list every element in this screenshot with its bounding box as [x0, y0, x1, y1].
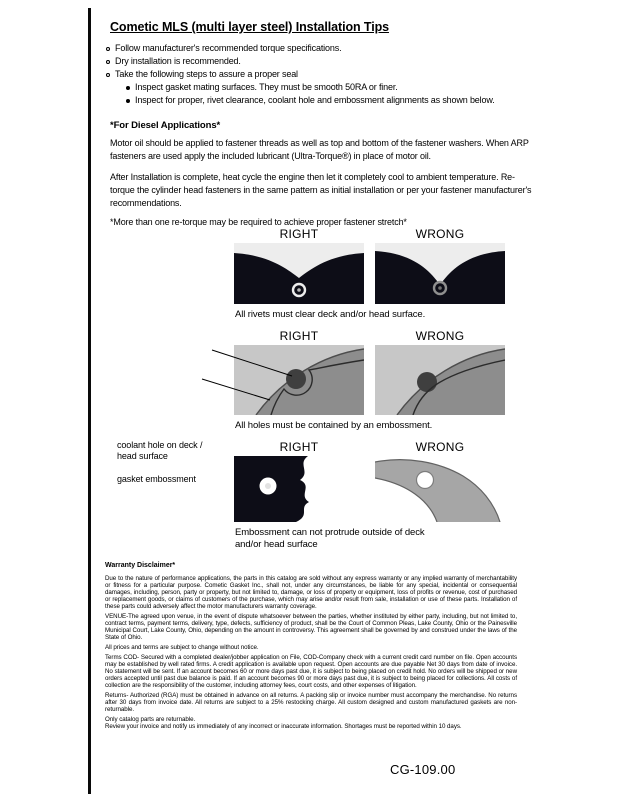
diagram-caption-protrusion: Embossment can not protrude outside of deck and/or head surface: [235, 527, 425, 550]
warranty-paragraph: All prices and terms are subject to change without notice.: [105, 644, 259, 651]
right-label: RIGHT: [279, 329, 319, 343]
warranty-paragraph: Review your invoice and notify us immediately of any incorrect or inaccurate information. Shortages must be reported within 10 days.: [105, 723, 462, 730]
page-number: CG-109.00: [390, 762, 456, 777]
wrong-label: WRONG: [415, 440, 465, 454]
content: [102, 14, 610, 800]
tip-text: Follow manufacturer's recommended torque specifications.: [115, 43, 342, 53]
diesel-applications-heading: *For Diesel Applications*: [110, 120, 221, 131]
diagram-wrong-column: [375, 228, 505, 304]
rivet-clearance-right-diagram: [234, 243, 364, 304]
tips-list: [104, 42, 610, 107]
left-margin-rule: [88, 8, 91, 794]
protrusion-wrong-diagram: [375, 456, 505, 522]
right-label: RIGHT: [279, 440, 319, 454]
retorque-note: *More than one re-torque may be required to achieve proper fastener stretch*: [110, 217, 407, 227]
page-title: Cometic MLS (multi layer steel) Installation Tips: [110, 20, 389, 34]
tip-sub-item: [124, 94, 610, 107]
tip-item: [104, 55, 610, 68]
diagram-wrong-column: [375, 441, 505, 522]
warranty-paragraph: Due to the nature of performance applications, the parts in this catalog are sold without any express warranty or any implied warranty of merchantability or fitness for a particular purpose. Cometic Gasket Inc., shall not, under any circumstances, be liable for any special, incidental or consequential damages, including, person, party or property, but not limited to, damage, or loss of property or equipment, loss of profits or revenue, cost of purchased or replacement goods, or claims of customers of the purchase, which may arise and/or result from sale, installation or use of these parts. Installation of these parts could adversely affect the motor manufacturers warranty coverage.: [105, 575, 517, 610]
warranty-paragraph: Returns- Authorized (RGA) must be obtained in advance on all returns. A packing slip or invoice number must accompany the merchandise. No returns after 30 days from invoice date. All returns are subject to a 25% restocking charge. All custom designed and custom manufactured gaskets are non-returnable.: [105, 692, 517, 713]
tip-text: Inspect for proper, rivet clearance, coolant hole and embossment alignments as shown below.: [135, 95, 495, 105]
diagram-row-protrusion: [234, 441, 506, 522]
diagram-caption-embossment: All holes must be contained by an embossment.: [235, 420, 433, 431]
tip-text: Dry installation is recommended.: [115, 56, 241, 66]
diagram-right-column: [234, 441, 364, 522]
warranty-paragraph: Only catalog parts are returnable.: [105, 716, 196, 723]
diagram-right-column: [234, 228, 364, 304]
circle-bullet-icon: [106, 60, 110, 64]
bolt-hole-icon: [417, 472, 434, 489]
diesel-paragraph-1: Motor oil should be applied to fastener threads as well as top and bottom of the fastener washers. When ARP fasteners are used apply the included lubricant (Ultra-Torque®) in place of motor oil.: [110, 138, 529, 161]
rivet-clearance-wrong-diagram: [375, 243, 505, 304]
pointer-lines: [114, 329, 424, 424]
coolant-hole-label: coolant hole on deck / head surface: [117, 440, 203, 461]
tip-item: [104, 42, 610, 55]
tip-text: Inspect gasket mating surfaces. They must be smooth 50RA or finer.: [135, 82, 398, 92]
circle-bullet-icon: [106, 73, 110, 77]
warranty-paragraph: VENUE-The agreed upon venue, in the event of dispute whatsoever between the parties, whether instituted by either party, including, but not limited to, contract terms, payment terms, delivery, type, defects, sufficiency of product, shall be the Court of Common Pleas, Lake County, Ohio or the Painesville Municipal Court, Lake County, Ohio, depending on the amount in controversy. This agreement shall be governed by and construed under the laws of the State of Ohio.: [105, 613, 517, 641]
disc-bullet-icon: [126, 99, 130, 103]
circle-bullet-icon: [106, 47, 110, 51]
tip-sub-item: [124, 81, 610, 94]
right-label: RIGHT: [279, 227, 319, 241]
tip-item: [104, 68, 610, 81]
tip-text: Take the following steps to assure a proper seal: [115, 69, 298, 79]
gasket-embossment-label: gasket embossment: [117, 474, 196, 484]
protrusion-right-diagram: [234, 456, 364, 522]
disc-bullet-icon: [126, 86, 130, 90]
warranty-section: [105, 562, 517, 733]
diagram-area: [117, 227, 506, 560]
diagram-row-rivets: [234, 228, 506, 304]
diesel-paragraph-2: After Installation is complete, heat cycle the engine then let it completely cool to ambient temperature. Re-torque the cylinder head fasteners in the same pattern as initial installation or per your fastener manufacturer's recommendations.: [110, 172, 532, 208]
wrong-label: WRONG: [415, 329, 465, 343]
wrong-label: WRONG: [415, 227, 465, 241]
warranty-paragraph: Terms COD- Secured with a completed dealer/jobber application on File, COD-Company check with a current credit card number on file. Open accounts may be established by well rated firms. A credit application is available upon request. Open accounts are due payable Net 30 days from date of invoice. No statement will be sent. If an account becomes 60 or more days past due, it is subject to being placed on credit hold. No orders will be shipped or new orders accepted until past due balance is paid. If an account becomes 90 or more days past due, it is subject to being placed for collections. All costs of collection are the responsibility of the customer, including attorney fees, court costs, and other expenses of litigation.: [105, 654, 517, 689]
warranty-heading: Warranty Disclaimer*: [105, 562, 176, 569]
diagram-caption-rivets: All rivets must clear deck and/or head surface.: [235, 309, 426, 320]
